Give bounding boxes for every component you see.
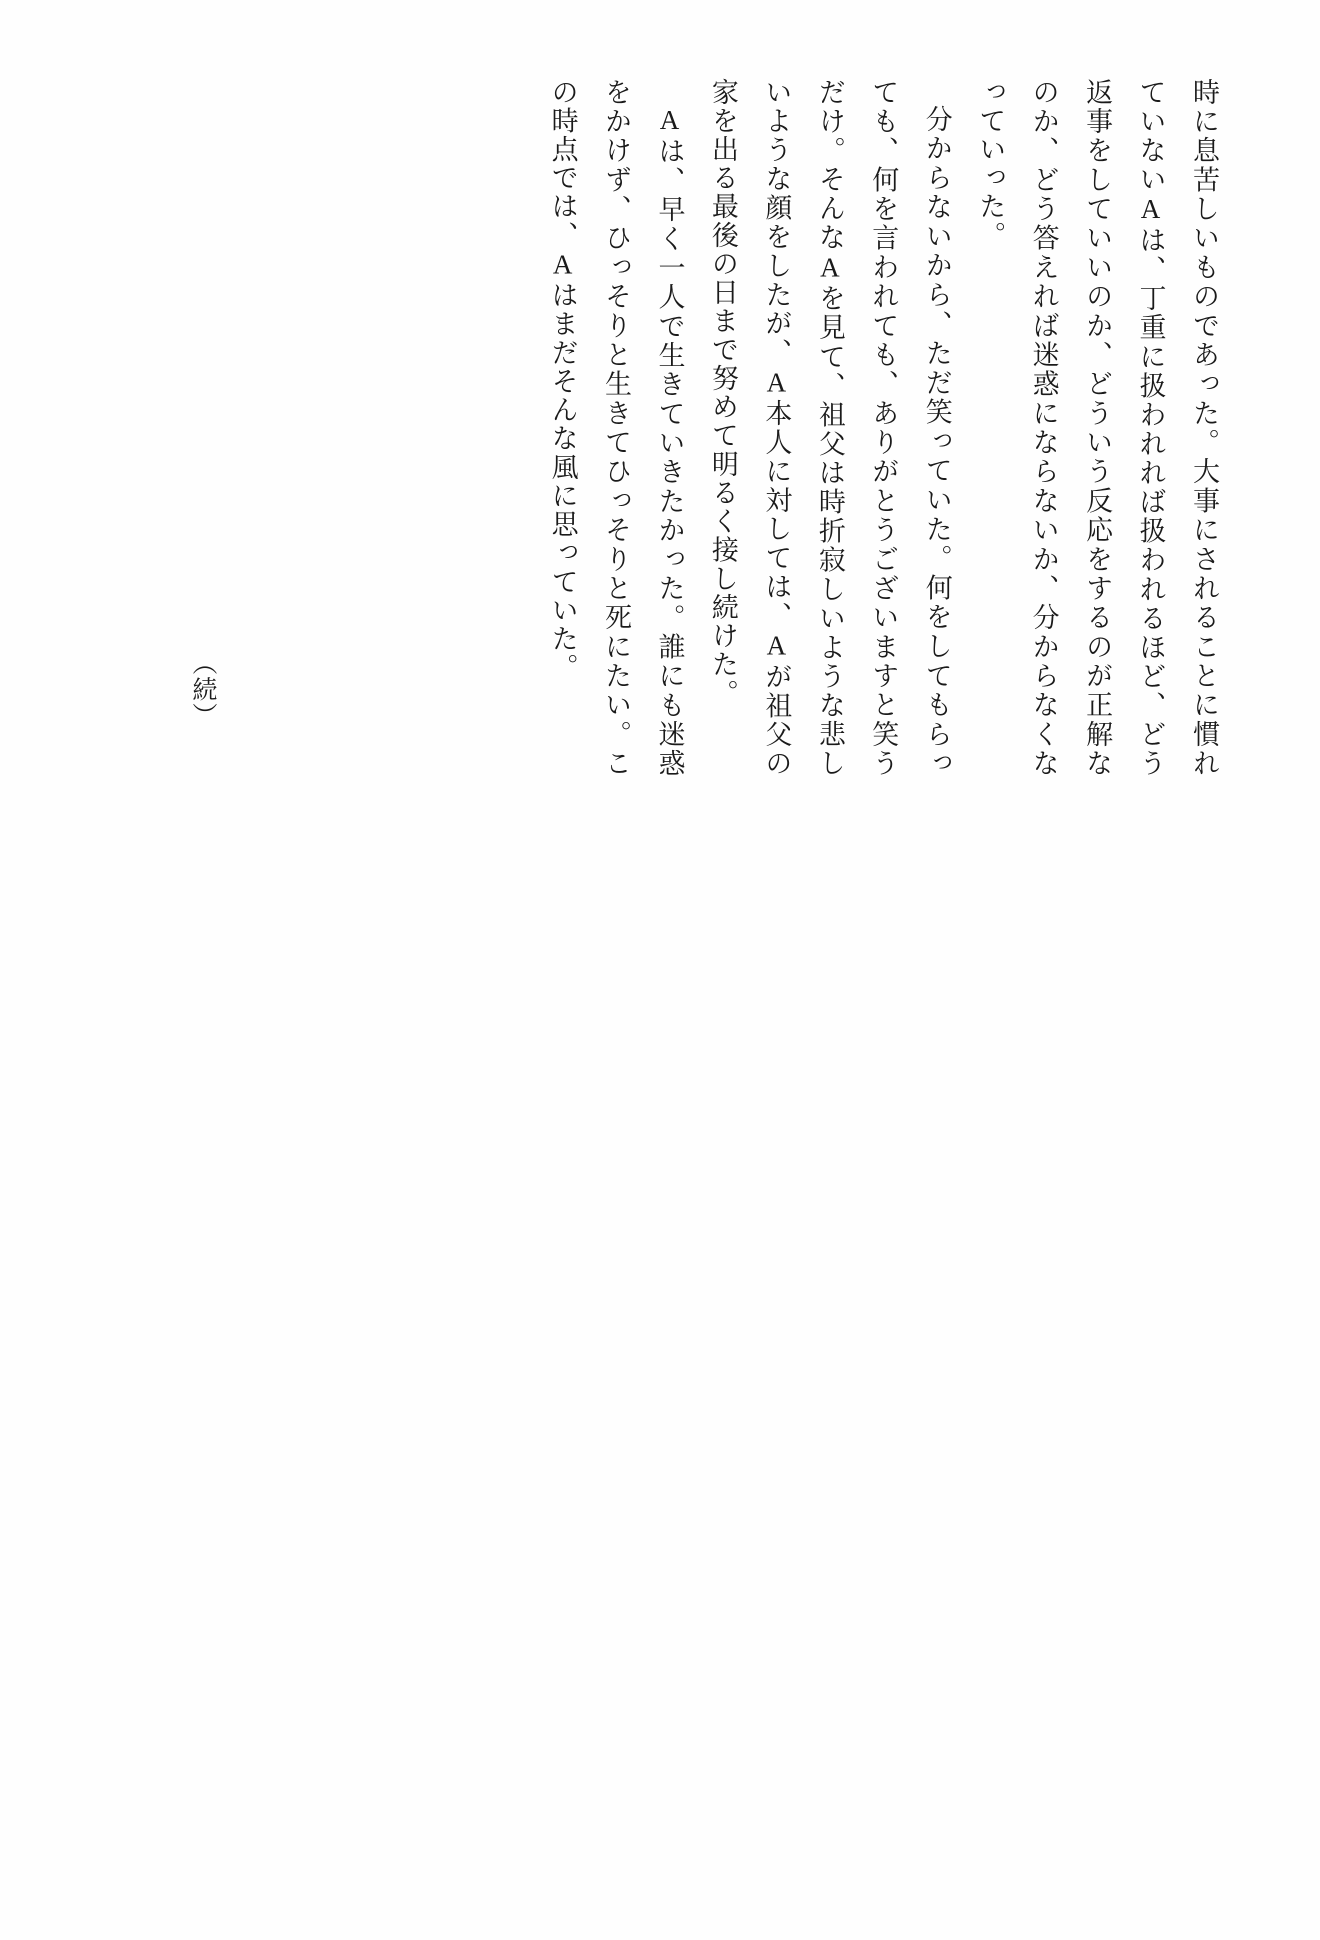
paragraph-3: Aは、早く一人で生きていきたかった。誰にも迷惑をかけず、ひっそりと生きてひっそりと死にたい。この時点では、Aはまだそんな風に思っていた。 — [547, 78, 685, 778]
closing-note: （続） — [189, 650, 216, 729]
vertical-text-body — [410, 78, 1230, 778]
paragraph-1: 時に息苦しいものであった。大事にされることに慣れていないAは、丁重に扱われれば扱われるほど、どう返事をしていいのか、どういう反応をするのが正解なのか、どう答えれば迷惑にならないか、分からなくなっていった。 — [975, 78, 1219, 778]
paragraph-2: 分からないから、ただ笑っていた。何をしてもらっても、何を言われても、ありがとうございますと笑うだけ。そんなAを見て、祖父は時折寂しいような悲しいような顔をしたが、A本人に対しては、Aが祖父の家を出る最後の日まで努めて明るく接し続けた。 — [707, 78, 952, 778]
